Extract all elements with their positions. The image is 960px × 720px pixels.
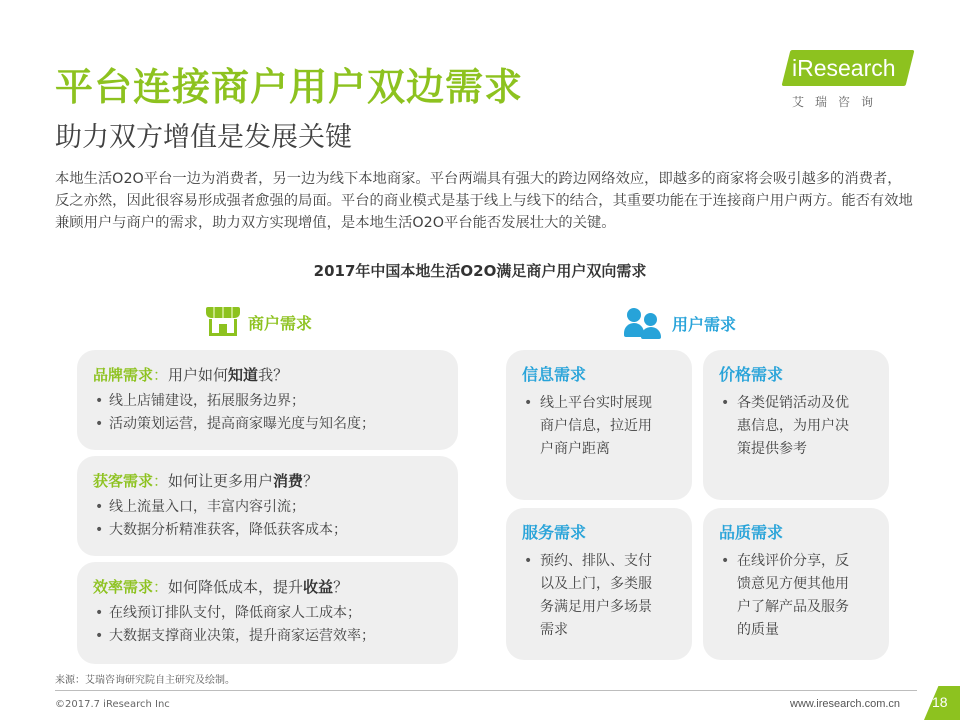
list-item: • 线上店铺建设，拓展服务边界；: [93, 390, 442, 413]
need-key: 获客需求: [93, 472, 154, 490]
need-question-post: ？: [333, 578, 349, 596]
list-item: • 在线预订排队支付，降低商家人工成本；: [93, 602, 442, 625]
line-text: 需求: [540, 622, 568, 638]
store-icon: [206, 307, 240, 337]
chart-title: 2017年中国本地生活O2O满足商户用户双向需求: [313, 262, 647, 280]
line-text: 户商户距离: [540, 441, 610, 457]
iresearch-logo: [786, 50, 916, 115]
need-key: 价格需求: [719, 365, 784, 384]
user-need-card: [703, 350, 889, 500]
list-item: [719, 550, 875, 642]
line-text: • 线上平台实时展现: [540, 395, 652, 411]
need-question-bold: 知道: [228, 366, 259, 384]
line-text: • 在线评价分享，反: [737, 553, 849, 569]
need-key: 效率需求: [93, 578, 154, 596]
need-colon: ：: [153, 472, 169, 490]
need-key: 品牌需求: [93, 366, 154, 384]
need-question-pre: 用户如何: [168, 366, 229, 384]
need-question-pre: 如何降低成本，提升: [168, 578, 304, 596]
need-key: 信息需求: [522, 365, 587, 384]
need-question-bold: 消费: [273, 472, 304, 490]
user-need-card: [703, 508, 889, 660]
user-need-card: [506, 350, 692, 500]
users-icon: [624, 307, 664, 339]
user-need-card: [506, 508, 692, 660]
page-subtitle: 助力双方增值是发展关键: [55, 122, 352, 153]
need-question: [93, 364, 442, 386]
page-title: 平台连接商户用户双边需求: [55, 65, 524, 109]
line-text: 商户信息，拉近用: [540, 418, 652, 434]
line-text: 的质量: [737, 622, 779, 638]
need-colon: ：: [153, 578, 169, 596]
need-question-pre: 如何让更多用户: [168, 472, 274, 490]
merchant-need-card: [77, 562, 458, 664]
merchant-needs-label: 商户需求: [248, 313, 313, 333]
list-item: [719, 392, 875, 461]
list-item: • 大数据分析精准获客，降低获客成本；: [93, 519, 442, 542]
need-colon: ：: [153, 366, 169, 384]
merchant-need-card: [77, 350, 458, 450]
list-item: • 大数据支撑商业决策，提升商家运营效率；: [93, 625, 442, 648]
need-question: [93, 576, 442, 598]
line-text: 惠信息，为用户决: [737, 418, 849, 434]
need-question: [93, 470, 442, 492]
list-item: [522, 550, 678, 642]
line-text: • 预约、排队、支付: [540, 553, 652, 569]
line-text: 策提供参考: [737, 441, 807, 457]
copyright-text: ©2017.7 iResearch Inc: [55, 699, 170, 710]
need-key: 服务需求: [522, 523, 587, 542]
list-item: • 活动策划运营，提高商家曝光度与知名度；: [93, 413, 442, 436]
need-question-post: 我？: [258, 366, 289, 384]
need-key: 品质需求: [719, 523, 784, 542]
merchant-needs-header: [206, 307, 312, 337]
line-text: 以及上门，多类服: [540, 576, 652, 592]
logo-text: iResearch: [792, 55, 896, 81]
need-question-bold: 收益: [303, 578, 334, 596]
website-link[interactable]: www.iresearch.com.cn: [790, 698, 901, 710]
line-text: 户了解产品及服务: [737, 599, 849, 615]
line-text: • 各类促销活动及优: [737, 395, 849, 411]
list-item: • 线上流量入口，丰富内容引流；: [93, 496, 442, 519]
page-number: 18: [932, 694, 948, 710]
list-item: [522, 392, 678, 461]
intro-paragraph: 本地生活O2O平台一边为消费者，另一边为线下本地商家。平台两端具有强大的跨边网络效应，即越多的商家将会吸引越多的消费者，反之亦然，因此很容易形成强者愈强的局面。平台的商业模式是基于线上与线下的结合，其重要功能在于连接商户用户两方。能否有效地兼顾用户与商户的需求，助力双方实现增值，是本地生活O2O平台能否发展壮大的关键。: [55, 171, 913, 231]
need-question-post: ？: [303, 472, 319, 490]
line-text: 务满足用户多场景: [540, 599, 652, 615]
merchant-need-card: [77, 456, 458, 556]
logo-cn-text: 艾瑞咨询: [792, 95, 885, 109]
line-text: 馈意见方便其他用: [737, 576, 849, 592]
user-needs-header: [624, 307, 736, 339]
user-needs-label: 用户需求: [672, 314, 737, 334]
source-note: 来源：艾瑞咨询研究院自主研究及绘制。: [55, 675, 235, 686]
footer-divider: [55, 690, 917, 691]
